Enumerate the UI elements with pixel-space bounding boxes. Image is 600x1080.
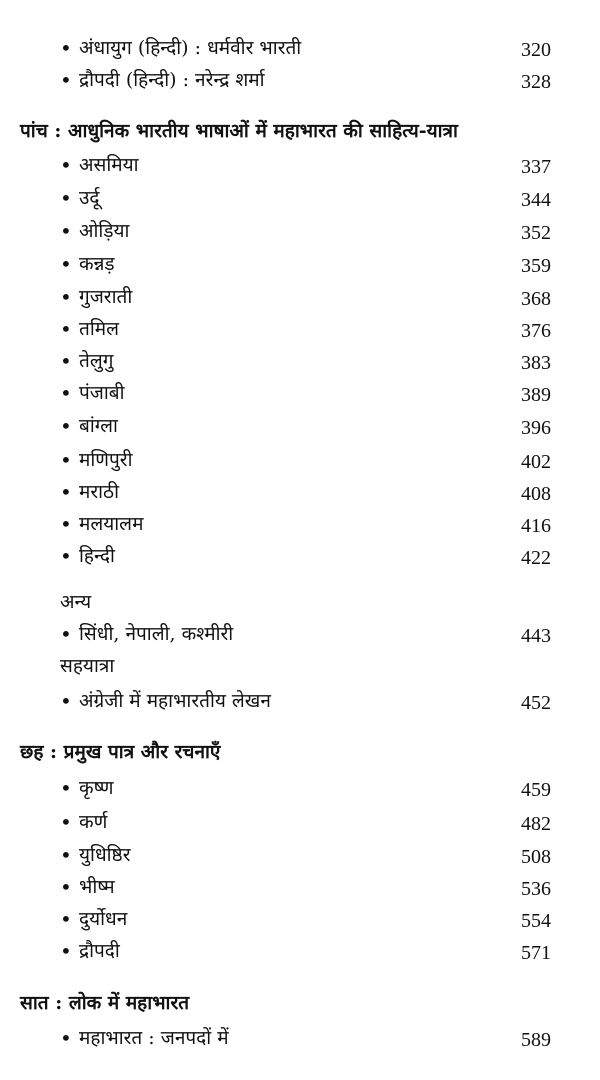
toc-entry bbox=[0, 904, 600, 934]
sahayatra-subheading: सहयात्रा bbox=[60, 655, 115, 677]
toc-entry-page-number: 459 bbox=[521, 779, 551, 801]
toc-entry bbox=[0, 773, 600, 803]
toc-entry bbox=[0, 314, 600, 344]
toc-entry-page-number: 320 bbox=[521, 39, 551, 61]
bullet-icon: • bbox=[60, 875, 72, 899]
toc-entry-page-number: 352 bbox=[521, 222, 551, 244]
bullet-icon: • bbox=[60, 68, 72, 92]
toc-entry bbox=[0, 216, 600, 246]
toc-entry-title: तेलुगु bbox=[79, 350, 114, 372]
bullet-icon: • bbox=[60, 219, 72, 243]
section-heading-row bbox=[0, 738, 600, 768]
section-seven-heading: सात : लोक में महाभारत bbox=[20, 992, 190, 1014]
toc-entry-title: मलयालम bbox=[79, 513, 144, 535]
toc-entry bbox=[0, 65, 600, 95]
section-six-heading: छह : प्रमुख पात्र और रचनाएँ bbox=[20, 741, 221, 763]
anya-subheading: अन्य bbox=[60, 591, 92, 613]
toc-entry-page-number: 328 bbox=[521, 71, 551, 93]
toc-entry-page-number: 508 bbox=[521, 846, 551, 868]
bullet-icon: • bbox=[60, 776, 72, 800]
bullet-icon: • bbox=[60, 480, 72, 504]
toc-entry-title: अंधायुग (हिन्दी) : धर्मवीर भारती bbox=[79, 37, 302, 59]
toc-entry bbox=[0, 411, 600, 441]
subheading-row bbox=[0, 588, 600, 618]
bullet-icon: • bbox=[60, 448, 72, 472]
toc-entry-page-number: 482 bbox=[521, 813, 551, 835]
toc-entry bbox=[0, 282, 600, 312]
toc-entry-page-number: 376 bbox=[521, 320, 551, 342]
bullet-icon: • bbox=[60, 810, 72, 834]
toc-entry bbox=[0, 541, 600, 571]
bullet-icon: • bbox=[60, 153, 72, 177]
bullet-icon: • bbox=[60, 907, 72, 931]
toc-entry-title: तमिल bbox=[79, 318, 119, 340]
toc-entry-title: कर्ण bbox=[79, 811, 108, 833]
toc-entry-page-number: 402 bbox=[521, 451, 551, 473]
toc-entry-page-number: 408 bbox=[521, 483, 551, 505]
toc-entry-page-number: 571 bbox=[521, 942, 551, 964]
toc-entry bbox=[0, 477, 600, 507]
toc-entry-title: कृष्ण bbox=[79, 777, 114, 799]
toc-entry-title: हिन्दी bbox=[79, 545, 115, 567]
toc-entry-page-number: 383 bbox=[521, 352, 551, 374]
toc-entry-page-number: 389 bbox=[521, 384, 551, 406]
toc-entry-page-number: 589 bbox=[521, 1029, 551, 1051]
toc-entry bbox=[0, 936, 600, 966]
bullet-icon: • bbox=[60, 843, 72, 867]
bullet-icon: • bbox=[60, 186, 72, 210]
toc-entry-title: बांग्ला bbox=[79, 415, 118, 437]
toc-entry-page-number: 337 bbox=[521, 156, 551, 178]
toc-entry-page-number: 452 bbox=[521, 692, 551, 714]
toc-entry bbox=[0, 1023, 600, 1053]
toc-entry-page-number: 443 bbox=[521, 625, 551, 647]
bullet-icon: • bbox=[60, 285, 72, 309]
section-five-heading: पांच : आधुनिक भारतीय भाषाओं में महाभारत की साहित्य-यात्रा bbox=[20, 120, 458, 142]
toc-entry-title: ओड़िया bbox=[79, 220, 130, 242]
bullet-icon: • bbox=[60, 939, 72, 963]
toc-entry bbox=[0, 378, 600, 408]
toc-entry bbox=[0, 807, 600, 837]
subheading-row bbox=[0, 652, 600, 682]
toc-entry-page-number: 536 bbox=[521, 878, 551, 900]
toc-entry-page-number: 344 bbox=[521, 189, 551, 211]
toc-entry-page-number: 416 bbox=[521, 515, 551, 537]
toc-entry-title: मराठी bbox=[79, 481, 120, 503]
bullet-icon: • bbox=[60, 381, 72, 405]
toc-entry bbox=[0, 872, 600, 902]
bullet-icon: • bbox=[60, 317, 72, 341]
toc-entry bbox=[0, 33, 600, 63]
toc-entry-title: उर्दू bbox=[79, 187, 100, 209]
bullet-icon: • bbox=[60, 689, 72, 713]
toc-entry bbox=[0, 840, 600, 870]
bullet-icon: • bbox=[60, 252, 72, 276]
toc-entry-title: पंजाबी bbox=[79, 382, 125, 404]
toc-entry-title: महाभारत : जनपदों में bbox=[79, 1027, 229, 1049]
section-heading-row bbox=[0, 989, 600, 1019]
toc-entry-title: भीष्म bbox=[79, 876, 115, 898]
toc-entry bbox=[0, 445, 600, 475]
toc-entry-title: अंग्रेजी में महाभारतीय लेखन bbox=[79, 690, 271, 712]
toc-entry bbox=[0, 346, 600, 376]
toc-entry-title: दुर्योधन bbox=[79, 908, 128, 930]
bullet-icon: • bbox=[60, 349, 72, 373]
bullet-icon: • bbox=[60, 512, 72, 536]
bullet-icon: • bbox=[60, 36, 72, 60]
bullet-icon: • bbox=[60, 414, 72, 438]
toc-entry bbox=[0, 686, 600, 716]
bullet-icon: • bbox=[60, 622, 72, 646]
toc-entry bbox=[0, 619, 600, 649]
bullet-icon: • bbox=[60, 544, 72, 568]
toc-entry bbox=[0, 183, 600, 213]
bullet-icon: • bbox=[60, 1026, 72, 1050]
toc-entry bbox=[0, 150, 600, 180]
section-heading-row bbox=[0, 117, 600, 147]
toc-entry-page-number: 554 bbox=[521, 910, 551, 932]
toc-entry-title: सिंधी, नेपाली, कश्मीरी bbox=[79, 623, 234, 645]
toc-entry-title: द्रौपदी bbox=[79, 940, 120, 962]
toc-entry-page-number: 396 bbox=[521, 417, 551, 439]
toc-entry-title: कन्नड़ bbox=[79, 253, 115, 275]
toc-entry-page-number: 359 bbox=[521, 255, 551, 277]
toc-entry-title: द्रौपदी (हिन्दी) : नरेन्द्र शर्मा bbox=[79, 69, 265, 91]
toc-entry-title: युधिष्ठिर bbox=[79, 844, 131, 866]
toc-entry-title: मणिपुरी bbox=[79, 449, 133, 471]
toc-entry-page-number: 368 bbox=[521, 288, 551, 310]
toc-entry bbox=[0, 509, 600, 539]
toc-entry-title: असमिया bbox=[79, 154, 139, 176]
toc-entry-title: गुजराती bbox=[79, 286, 133, 308]
toc-entry bbox=[0, 249, 600, 279]
toc-entry-page-number: 422 bbox=[521, 547, 551, 569]
